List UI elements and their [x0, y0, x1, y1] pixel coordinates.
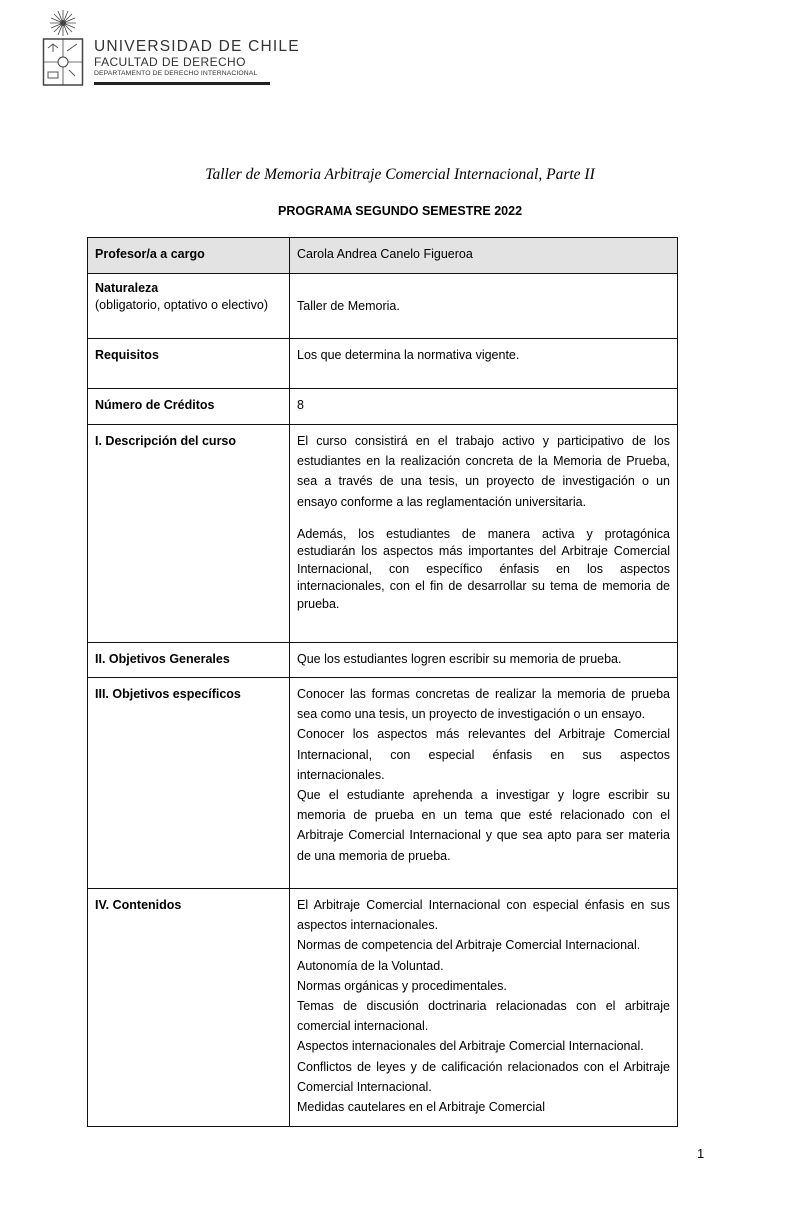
row-value: [290, 889, 678, 1127]
content-item: Conflictos de leyes y de calificación relacionados con el Arbitraje Comercial Internacional.: [297, 1059, 670, 1094]
page-number: 1: [697, 1146, 705, 1161]
content-item: Normas de competencia del Arbitraje Comercial Internacional.: [297, 938, 641, 953]
table-row: [88, 425, 678, 643]
document-title: Taller de Memoria Arbitraje Comercial Internacional, Parte II: [205, 166, 595, 183]
content-item: Autonomía de la Voluntad.: [297, 958, 444, 973]
description-paragraph: Además, los estudiantes de manera activa y protagónica estudiarán los aspectos más importantes del Arbitraje Comercial Internacional, con específico énfasis en los aspectos internacionales, con el fin de desarrollar su tema de memoria de prueba.: [297, 526, 670, 611]
objective-item: Conocer las formas concretas de realizar la memoria de prueba sea como una tesis, un proyecto de investigación o un ensayo.: [297, 687, 670, 722]
table-row: [88, 889, 678, 1127]
row-value: [290, 678, 678, 889]
program-table: [87, 237, 678, 1127]
row-value: Los que determina la normativa vigente.: [290, 339, 678, 389]
content-item: Temas de discusión doctrinaria relacionadas con el arbitraje comercial internacional.: [297, 999, 670, 1034]
university-crest-icon: [42, 6, 84, 88]
row-label: II. Objetivos Generales: [88, 643, 290, 678]
logo-underline: [94, 82, 270, 85]
row-label: Número de Créditos: [88, 389, 290, 425]
objective-item: Que el estudiante aprehenda a investigar y logre escribir su memoria de prueba en un tema que esté relacionado con el Arbitraje Comercial Internacional y que sea apto para ser materia de una memoria de prueba.: [297, 788, 670, 863]
table-row: [88, 238, 678, 274]
row-value-text: Taller de Memoria.: [297, 298, 400, 313]
table-row: [88, 274, 678, 339]
row-value: Que los estudiantes logren escribir su memoria de prueba.: [290, 643, 678, 678]
university-name: UNIVERSIDAD DE CHILE: [94, 38, 300, 55]
content-item: Aspectos internacionales del Arbitraje Comercial Internacional.: [297, 1039, 644, 1054]
row-value: [290, 425, 678, 643]
content-item: Medidas cautelares en el Arbitraje Comercial: [297, 1100, 546, 1115]
row-value: 8: [290, 389, 678, 425]
row-label: IV. Contenidos: [88, 889, 290, 1127]
table-row: [88, 339, 678, 389]
row-value: Carola Andrea Canelo Figueroa: [290, 238, 678, 274]
table-row: [88, 389, 678, 425]
row-label-cell: [88, 274, 290, 339]
row-label: III. Objetivos específicos: [88, 678, 290, 889]
content-item: El Arbitraje Comercial Internacional con especial énfasis en sus aspectos internacionales.: [297, 898, 670, 933]
document-subtitle: PROGRAMA SEGUNDO SEMESTRE 2022: [277, 204, 523, 218]
table-row: [88, 678, 678, 889]
faculty-name: FACULTAD DE DERECHO: [94, 55, 246, 69]
row-label: Naturaleza: [95, 281, 159, 295]
row-label: I. Descripción del curso: [88, 425, 290, 643]
table-row: [88, 643, 678, 678]
row-label: Profesor/a a cargo: [88, 238, 290, 274]
content-item: Normas orgánicas y procedimentales.: [297, 978, 507, 993]
objective-item: Conocer los aspectos más relevantes del Arbitraje Comercial Internacional, con especial énfasis en sus aspectos internacionales.: [297, 727, 670, 782]
description-paragraph: El curso consistirá en el trabajo activo y participativo de los estudiantes en la realización concreta de la Memoria de Prueba, sea a través de una tesis, un proyecto de investigación o un ensayo conforme a las reglamentación universitaria.: [297, 434, 670, 509]
university-logo: [42, 6, 300, 90]
department-name: DEPARTAMENTO DE DERECHO INTERNACIONAL: [94, 70, 258, 77]
row-label: Requisitos: [88, 339, 290, 389]
row-value: [290, 274, 678, 339]
row-label-sub: (obligatorio, optativo o electivo): [95, 298, 269, 312]
